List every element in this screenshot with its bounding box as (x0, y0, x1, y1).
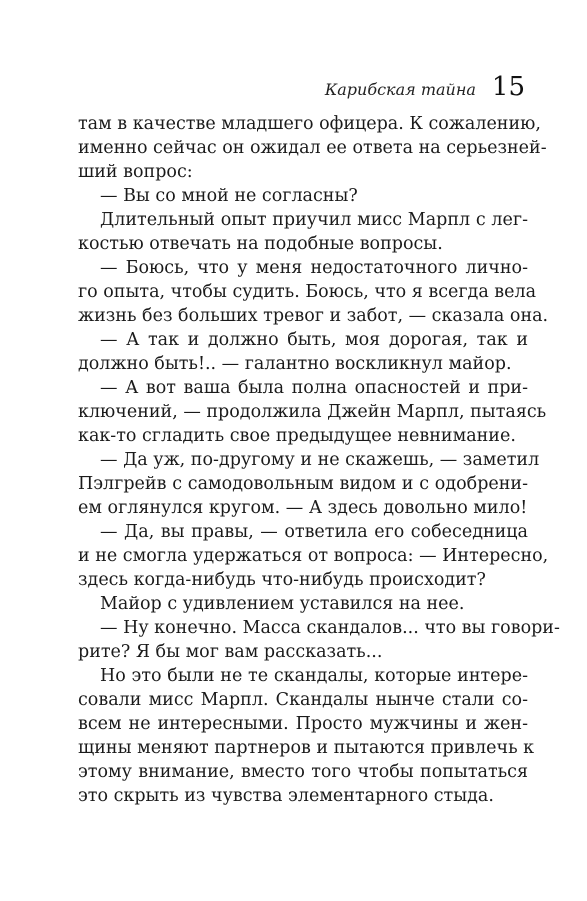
text-line: — А вот ваша была полна опасностей и при- (100, 378, 528, 398)
text-line: Но это были не те скандалы, которые интере- (100, 666, 528, 686)
text-line: — Ну конечно. Масса скандалов... что вы говори- (100, 618, 560, 638)
text-line: рите? Я бы мог вам рассказать... (78, 642, 383, 662)
text-line: это скрыть из чувства элементарного стыда. (78, 786, 494, 806)
text-line: совали мисс Марпл. Скандалы нынче стали со- (78, 690, 528, 710)
text-line: Длительный опыт приучил мисс Марпл с лег- (100, 210, 528, 230)
text-line: именно сейчас он ожидал ее ответа на серьезней- (78, 138, 547, 158)
text-line: должно быть!.. — галантно воскликнул майор. (78, 354, 512, 374)
text-line: ем оглянулся кругом. — А здесь довольно мило! (78, 498, 528, 518)
text-line: ший вопрос: (78, 162, 193, 182)
text-line: там в качестве младшего офицера. К сожалению, (78, 114, 541, 134)
text-line: Майор с удивлением уставился на нее. (100, 594, 465, 614)
text-line: как-то сгладить свое предыдущее невнимание. (78, 426, 516, 446)
text-line: жизнь без больших тревог и забот, — сказала она. (78, 306, 549, 326)
text-line: ключений, — продолжила Джейн Марпл, пытаясь (78, 402, 547, 422)
text-line: го опыта, чтобы судить. Боюсь, что я всегда вела (78, 282, 537, 302)
text-line: щины меняют партнеров и пытаются привлечь к (78, 738, 535, 758)
text-line: всем не интересными. Просто мужчины и жен- (78, 714, 528, 734)
text-line: Пэлгрейв с самодовольным видом и с одобрени- (78, 474, 528, 494)
page-number: 15 (491, 72, 525, 102)
text-line: и не смогла удержаться от вопроса: — Интересно, (78, 546, 549, 566)
text-line: — Боюсь, что у меня недостаточного лично- (100, 258, 528, 278)
text-line: этому внимание, вместо того чтобы попытаться (78, 762, 528, 782)
text-line: — Вы со мной не согласны? (100, 186, 358, 206)
text-line: — Да, вы правы, — ответила его собеседница (100, 522, 528, 542)
text-line: — Да уж, по-другому и не скажешь, — заметил (100, 450, 540, 470)
text-line: костью отвечать на подобные вопросы. (78, 234, 443, 254)
body-text (78, 112, 560, 808)
text-line: — А так и должно быть, моя дорогая, так и (100, 330, 528, 350)
running-head (325, 72, 525, 102)
running-title: Карибская тайна (324, 80, 476, 99)
text-line: здесь когда-нибудь что-нибудь происходит? (78, 570, 486, 590)
